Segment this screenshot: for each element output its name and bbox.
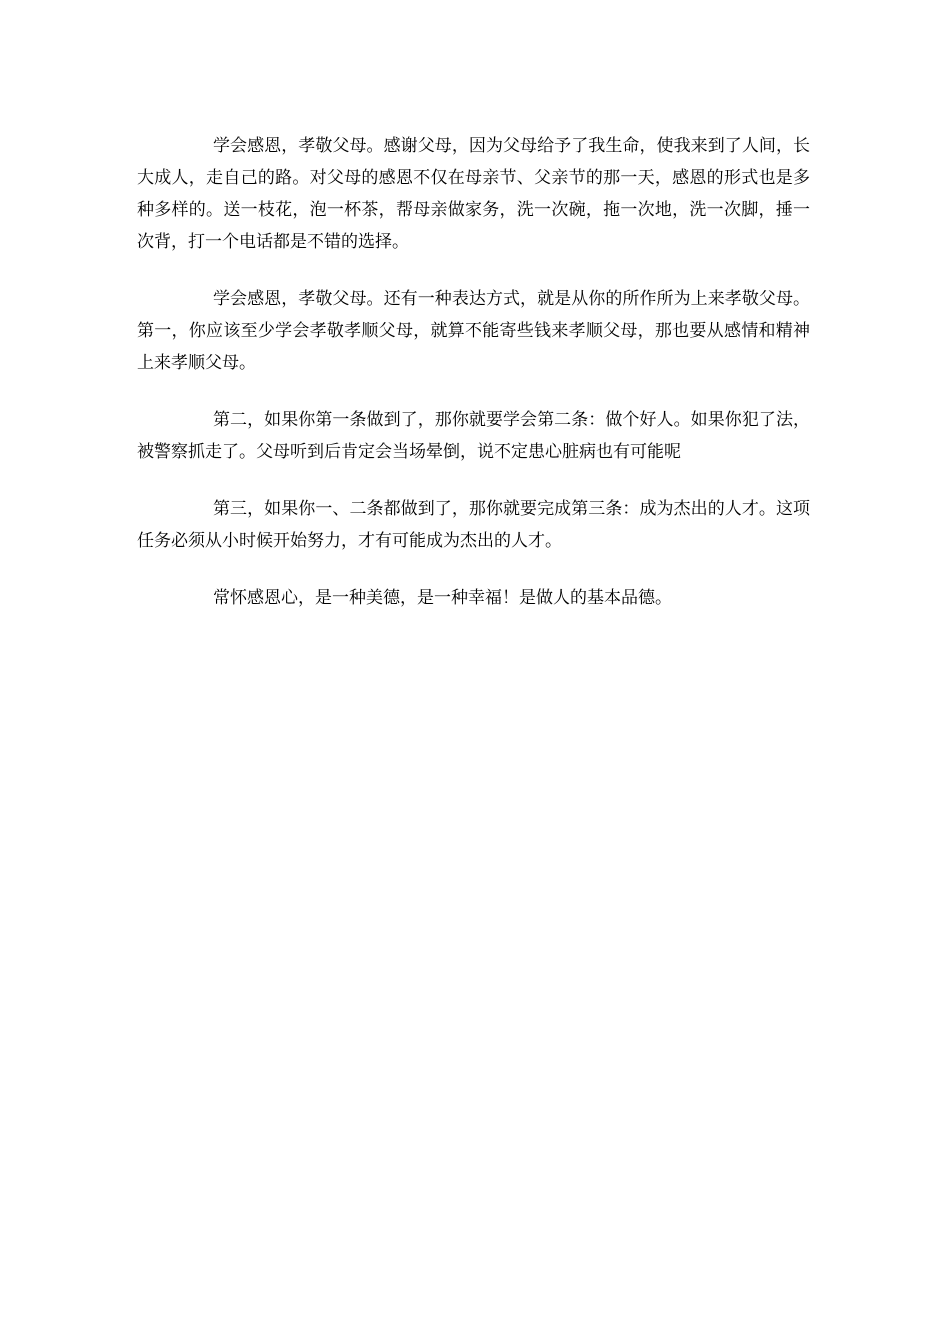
paragraph-gratitude-to-parents: 学会感恩，孝敬父母。感谢父母，因为父母给予了我生命，使我来到了人间，长大成人，走自己的路。对父母的感恩不仅在母亲节、父亲节的那一天，感恩的形式也是多种多样的。送一枝花，泡一杯茶，帮母亲做家务，洗一次碗，拖一次地，洗一次脚，捶一次背，打一个电话都是不错的选择。 — [137, 136, 810, 252]
paragraph-second-rule: 第二，如果你第一条做到了，那你就要学会第二条：做个好人。如果你犯了法，被警察抓走了。父母听到后肯定会当场晕倒，说不定患心脏病也有可能呢 — [137, 410, 810, 462]
paragraph-conclusion: 常怀感恩心，是一种美德，是一种幸福！是做人的基本品德。 — [213, 588, 672, 608]
document-page — [137, 130, 810, 639]
paragraph-ways-of-expression: 学会感恩，孝敬父母。还有一种表达方式，就是从你的所作所为上来孝敬父母。第一，你应该至少学会孝敬孝顺父母，就算不能寄些钱来孝顺父母，那也要从感情和精神上来孝顺父母。 — [137, 289, 810, 373]
paragraph-third-rule: 第三，如果你一、二条都做到了，那你就要完成第三条：成为杰出的人才。这项任务必须从小时候开始努力，才有可能成为杰出的人才。 — [137, 499, 810, 551]
